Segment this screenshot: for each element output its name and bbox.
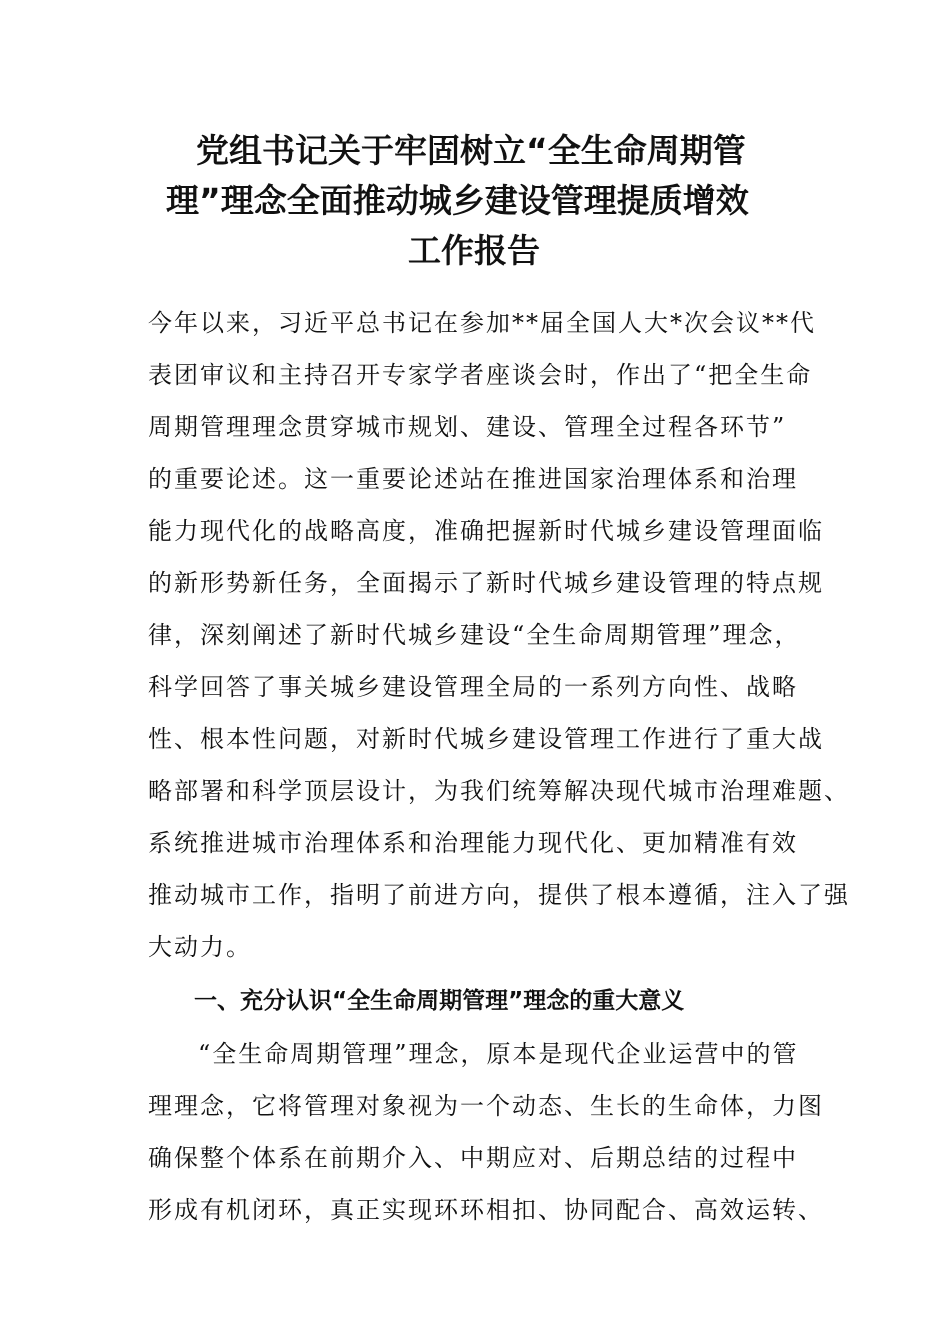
section-heading-1: 一、充分认识“全生命周期管理”理念的重大意义 xyxy=(194,988,685,1014)
paragraph-1-line: 略部署和科学顶层设计，为我们统筹解决现代城市治理难题、 xyxy=(148,777,850,805)
paragraph-1-line: 表团审议和主持召开专家学者座谈会时，作出了“把全生命 xyxy=(148,361,813,389)
paragraph-1-line: 今年以来，习近平总书记在参加**届全国人大*次会议**代 xyxy=(148,309,816,337)
paragraph-1-line: 的新形势新任务，全面揭示了新时代城乡建设管理的特点规 xyxy=(148,569,824,597)
paragraph-2-line: “全生命周期管理”理念，原本是现代企业运营中的管 xyxy=(198,1040,799,1068)
title-line-2: 理”理念全面推动城乡建设管理提质增效 xyxy=(166,181,749,220)
paragraph-1-line: 律，深刻阐述了新时代城乡建设“全生命周期管理”理念， xyxy=(148,621,801,649)
paragraph-2-line: 形成有机闭环，真正实现环环相扣、协同配合、高效运转、 xyxy=(148,1196,824,1224)
paragraph-1-line: 科学回答了事关城乡建设管理全局的一系列方向性、战略 xyxy=(148,673,798,701)
paragraph-1-line: 性、根本性问题，对新时代城乡建设管理工作进行了重大战 xyxy=(148,725,824,753)
paragraph-1-line: 推动城市工作，指明了前进方向，提供了根本遵循，注入了强 xyxy=(148,881,850,909)
title-line-3: 工作报告 xyxy=(408,231,540,270)
paragraph-1-line: 系统推进城市治理体系和治理能力现代化、更加精准有效 xyxy=(148,829,798,857)
paragraph-1-line: 大动力。 xyxy=(148,933,252,961)
paragraph-1-line: 的重要论述。这一重要论述站在推进国家治理体系和治理 xyxy=(148,465,798,493)
paragraph-2-line: 理理念，它将管理对象视为一个动态、生长的生命体，力图 xyxy=(148,1092,824,1120)
paragraph-1-line: 周期管理理念贯穿城市规划、建设、管理全过程各环节” xyxy=(148,413,787,441)
title-line-1: 党组书记关于牢固树立“全生命周期管 xyxy=(196,131,746,170)
paragraph-2-line: 确保整个体系在前期介入、中期应对、后期总结的过程中 xyxy=(148,1144,798,1172)
paragraph-1-line: 能力现代化的战略高度，准确把握新时代城乡建设管理面临 xyxy=(148,517,824,545)
